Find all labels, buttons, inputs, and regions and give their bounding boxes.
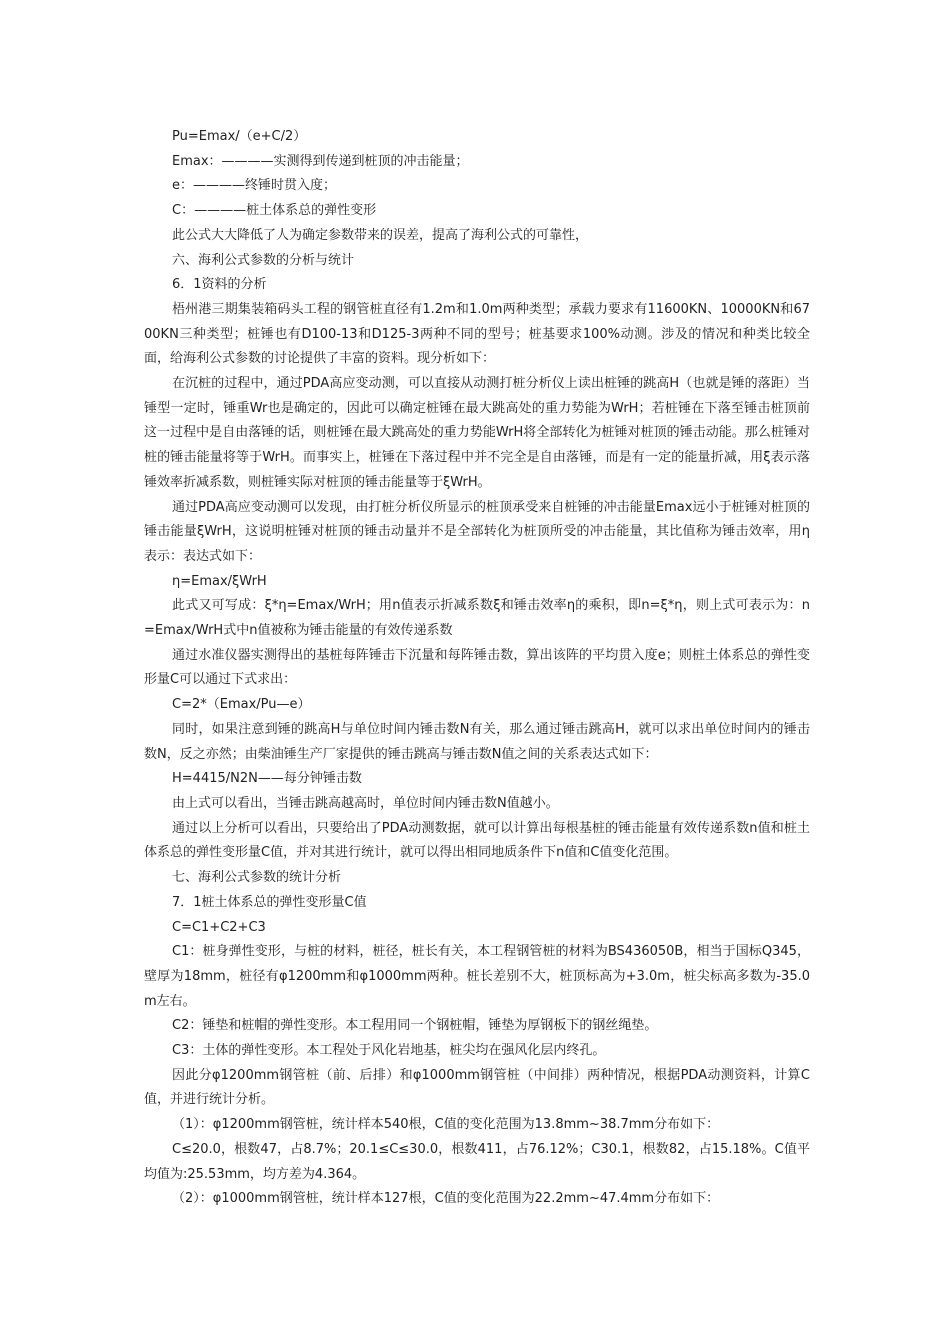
list-item: （2）：φ1000mm钢管桩，统计样本127根，C值的变化范围为22.2mm~47.4mm分布如下： — [172, 1191, 720, 1207]
body-paragraph: 此式又可写成：ξ*η=Emax/WrH；用n值表示折减系数ξ和锤击效率η的乘积，即n=ξ*η，则上式可表示为：n=Emax/WrH式中n值被称为锤击能量的有效传递系数 — [144, 598, 810, 639]
formula-pu: Pu=Emax/（e+C/2） — [172, 129, 307, 144]
body-paragraph: 因此分φ1200mm钢管桩（前、后排）和φ1000mm钢管桩（中间排）两种情况，根据PDA动测资料，计算C值，并进行统计分析。 — [144, 1067, 810, 1108]
definition-e: e：————终锤时贯入度； — [172, 178, 336, 194]
formula-c-sum: C=C1+C2+C3 — [172, 919, 266, 935]
body-paragraph: 在沉桩的过程中，通过PDA高应变动测，可以直接从动测打桩分析仪上读出桩锤的跳高H（也就是锤的落距）当锤型一定时，锤重Wr也是确定的，因此可以确定桩锤在最大跳高处的重力势能为WrH；若桩锤在下落至锤击桩顶前这一过程中是自由落锤的话，则桩锤在最大跳高处的重力势能WrH将全部转化为桩锤对桩顶的锤击动能。那么桩锤对桩的锤击能量将等于WrH。而事实上，桩锤在下落过程中并不完全是自由落锤，而是有一定的能量折减，用ξ表示落锤效率折减系数，则桩锤实际对桩顶的锤击能量等于ξWrH。 — [144, 376, 810, 490]
body-paragraph: C3：土体的弹性变形。本工程处于风化岩地基，桩尖均在强风化层内终孔。 — [172, 1043, 606, 1059]
body-paragraph: 同时，如果注意到锤的跳高H与单位时间内锤击数N有关，那么通过锤击跳高H，就可以求出单位时间内的锤击数N，反之亦然；由柴油锤生产厂家提供的锤击跳高与锤击数N值之间的关系表达式如下： — [144, 721, 810, 762]
formula-h: H=4415/N2N——每分钟锤击数 — [172, 771, 362, 787]
section-heading-6: 六、海利公式参数的分析与统计 — [172, 252, 355, 268]
body-paragraph: 此公式大大降低了人为确定参数带来的误差，提高了海利公式的可靠性， — [172, 227, 589, 243]
document-body — [144, 125, 810, 1212]
body-paragraph: 梧州港三期集装箱码头工程的钢管桩直径有1.2m和1.0m两种类型；承载力要求有11600KN、10000KN和6700KN三种类型；桩锤也有D100-13和D125-3两种不同的型号；桩基要求100%动测。涉及的情况和种类比较全面，给海利公式参数的讨论提供了丰富的资料。现分析如下： — [144, 301, 810, 367]
subsection-heading-7-1: 7．1桩土体系总的弹性变形量C值 — [172, 894, 367, 910]
formula-c: C=2*（Emax/Pu—e） — [172, 697, 311, 713]
body-paragraph: C2：锤垫和桩帽的弹性变形。本工程用同一个钢桩帽，锤垫为厚钢板下的钢丝绳垫。 — [172, 1018, 658, 1034]
body-paragraph: 通过以上分析可以看出，只要给出了PDA动测数据，就可以计算出每根基桩的锤击能量有效传递系数n值和桩土体系总的弹性变形量C值，并对其进行统计，就可以得出相同地质条件下n值和C值变化范围。 — [144, 820, 810, 861]
definition-c: C：————桩土体系总的弹性变形 — [172, 203, 377, 219]
body-paragraph: 由上式可以看出，当锤击跳高越高时，单位时间内锤击数N值越小。 — [172, 795, 559, 811]
formula-eta: η=Emax/ξWrH — [172, 573, 267, 589]
list-item: （1）：φ1200mm钢管桩，统计样本540根，C值的变化范围为13.8mm~38.7mm分布如下： — [172, 1117, 720, 1133]
body-paragraph: C≤20.0，根数47，占8.7%；20.1≤C≤30.0，根数411，占76.12%；C30.1，根数82，占15.18%。C值平均值为:25.53mm，均方差为4.364。 — [144, 1141, 810, 1182]
body-paragraph: 通过PDA高应变动测可以发现，由打桩分析仪所显示的桩顶承受来自桩锤的冲击能量Emax远小于桩锤对桩顶的锤击能量ξWrH，这说明桩锤对桩顶的锤击动量并不是全部转化为桩顶所受的冲击能量，其比值称为锤击效率，用η表示：表达式如下： — [144, 499, 810, 564]
body-paragraph: C1：桩身弹性变形，与桩的材料，桩径，桩长有关，本工程钢管桩的材料为BS436050B，相当于国标Q345，壁厚为18mm，桩径有φ1200mm和φ1000mm两种。桩长差别不大，桩顶标高为+3.0m，桩尖标高多数为-35.0m左右。 — [144, 944, 810, 1009]
body-paragraph: 通过水准仪器实测得出的基桩每阵锤击下沉量和每阵锤击数，算出该阵的平均贯入度e；则桩土体系总的弹性变形量C可以通过下式求出： — [144, 647, 810, 688]
definition-emax: Emax：————实测得到传递到桩顶的冲击能量； — [172, 153, 469, 169]
subsection-heading-6-1: 6．1资料的分析 — [172, 277, 267, 293]
section-heading-7: 七、海利公式参数的统计分析 — [172, 870, 342, 886]
